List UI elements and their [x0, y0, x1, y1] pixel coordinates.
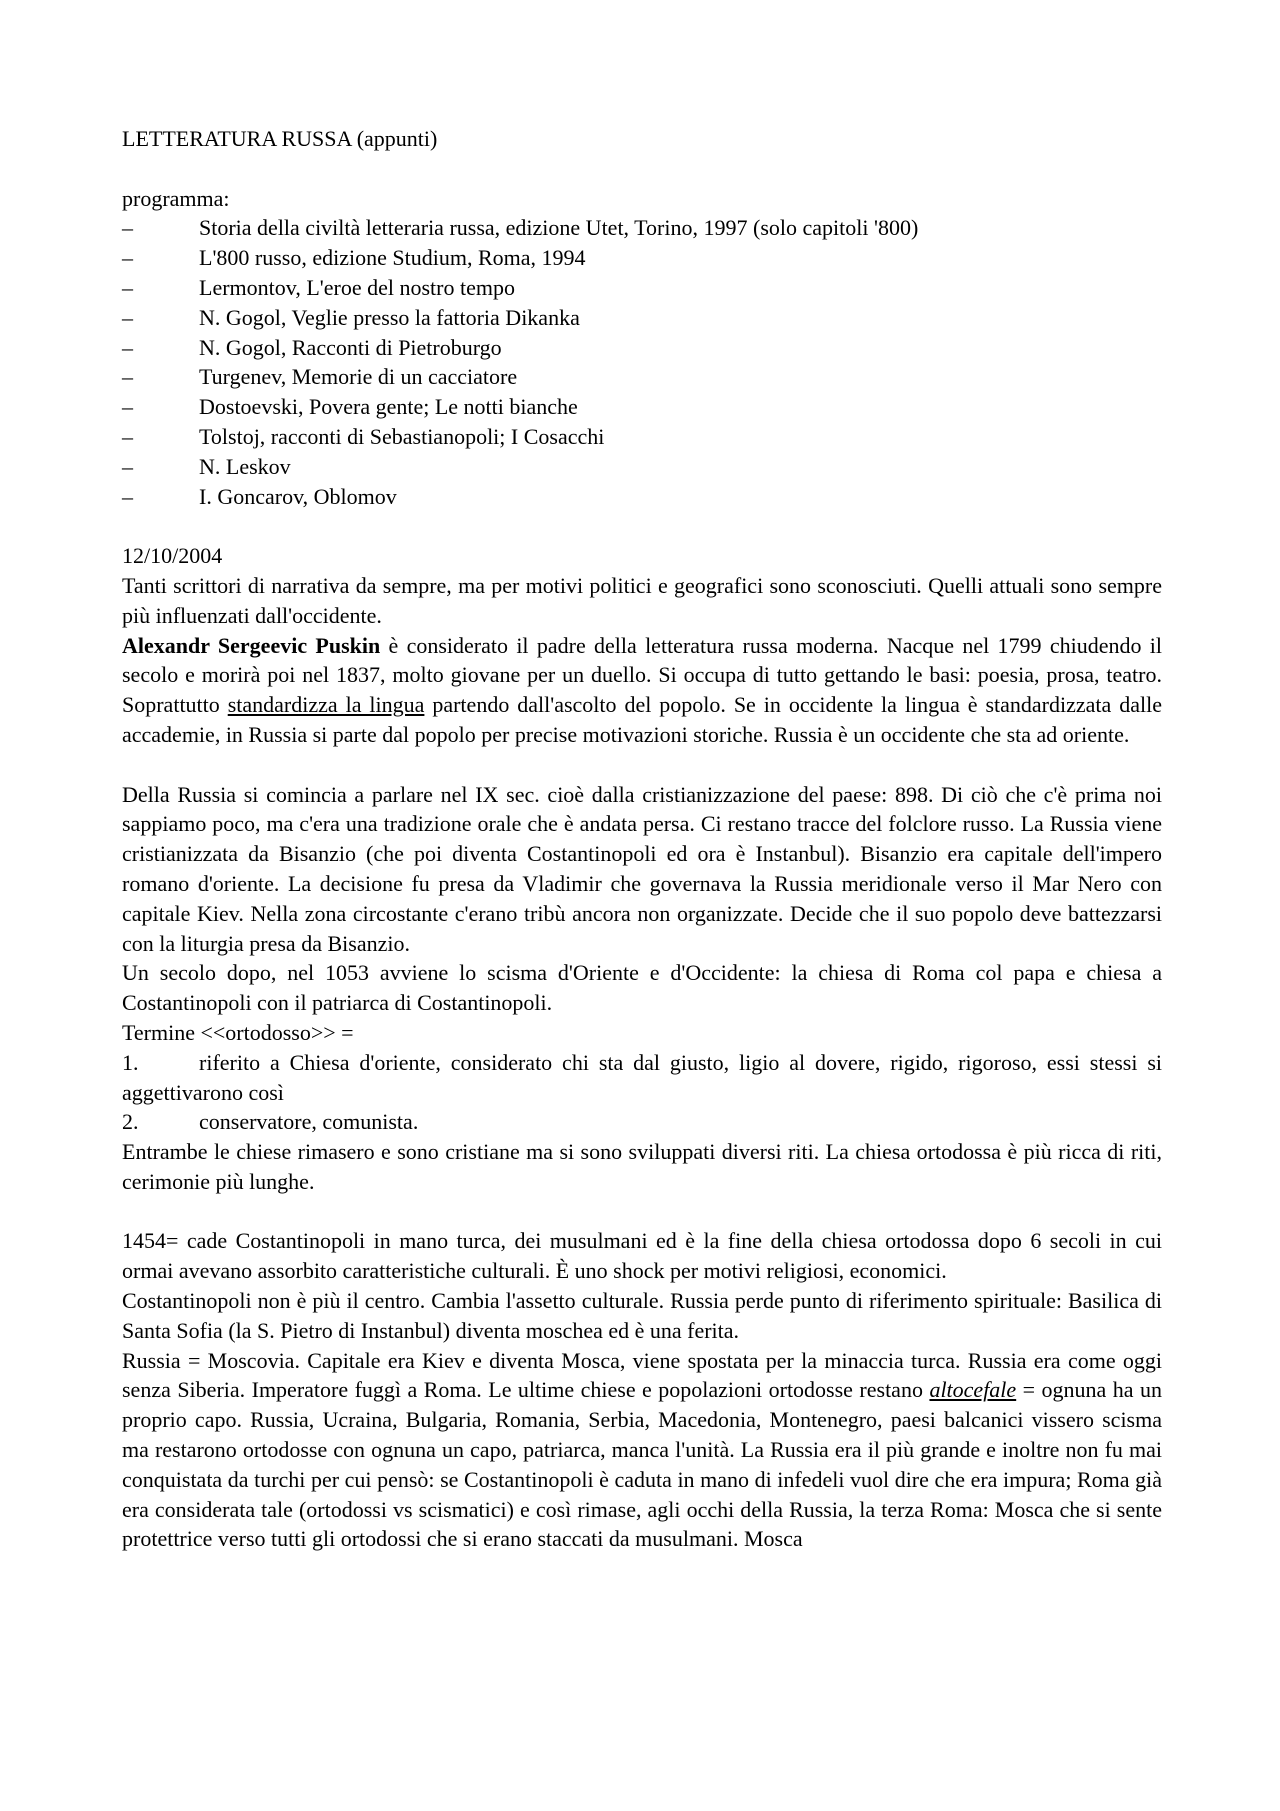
- list-item: [122, 273, 1162, 303]
- list-item-text: N. Leskov: [199, 453, 291, 479]
- numbered-item-text: riferito a Chiesa d'oriente, considerato chi sta dal giusto, ligio al dovere, rigido, rigoroso, essi stessi si aggettivarono così: [122, 1049, 1162, 1105]
- list-item-text: Lermontov, L'eroe del nostro tempo: [199, 274, 515, 300]
- spacer: [122, 1197, 1162, 1227]
- list-item: [122, 422, 1162, 452]
- paragraph: Termine <<ortodosso>> =: [122, 1019, 354, 1045]
- dash-bullet: –: [122, 274, 133, 300]
- numbered-item-text: conservatore, comunista.: [199, 1109, 419, 1135]
- list-item: [122, 362, 1162, 392]
- list-item-text: I. Goncarov, Oblomov: [199, 483, 397, 509]
- author-name: Alexandr Sergeevic Puskin: [122, 632, 381, 658]
- dash-bullet: –: [122, 304, 133, 330]
- numbered-item: [122, 1048, 1162, 1108]
- dash-bullet: –: [122, 453, 133, 479]
- item-number: 1.: [122, 1049, 139, 1075]
- dash-bullet: –: [122, 394, 133, 420]
- list-item-text: L'800 russo, edizione Studium, Roma, 1994: [199, 245, 586, 271]
- numbered-item: [122, 1107, 1162, 1137]
- list-item: [122, 243, 1162, 273]
- spacer: [122, 511, 1162, 541]
- programma-list: [122, 213, 1162, 511]
- list-item-text: Turgenev, Memorie di un cacciatore: [199, 364, 518, 390]
- list-item: [122, 333, 1162, 363]
- paragraph: Della Russia si comincia a parlare nel IX sec. cioè dalla cristianizzazione del paese: 898. Di ciò che c'è prima noi sappiamo poco, ma c'era una tradizione orale che è andata persa. Ci restano tracce del folclore russo. La Russia viene cristianizzata da Bisanzio (che poi diventa Costantinopoli ed ora è Instanbul). Bisanzio era capitale dell'impero romano d'oriente. La decisione fu presa da Vladimir che governava la Russia meridionale verso il Mar Nero con capitale Kiev. Nella zona circostante c'erano tribù ancora non organizzate. Decide che il suo popolo deve battezzarsi con la liturgia presa da Bisanzio.: [122, 781, 1162, 956]
- underlined-phrase: standardizza la lingua: [227, 692, 425, 718]
- dash-bullet: –: [122, 423, 133, 449]
- dash-bullet: –: [122, 215, 133, 241]
- document-title: LETTERATURA RUSSA (appunti): [122, 126, 438, 151]
- document-page: [122, 124, 1162, 1554]
- dash-bullet: –: [122, 245, 133, 271]
- paragraph-text: partendo dall'ascolto del popolo. Se in occidente la lingua è standardizzata dalle accademie, in Russia si parte dal popolo per precise motivazioni storiche. Russia è un occidente che sta ad oriente.: [122, 692, 1162, 747]
- item-number: 2.: [122, 1109, 139, 1135]
- paragraph: Entrambe le chiese rimasero e sono cristiane ma si sono sviluppati diversi riti. La chiesa ortodossa è più ricca di riti, cerimonie più lunghe.: [122, 1139, 1162, 1194]
- list-item: [122, 213, 1162, 243]
- section-date: 12/10/2004: [122, 543, 223, 569]
- paragraph-puskin: [122, 631, 1162, 750]
- paragraph-text: è considerato il padre della letteratura russa moderna. Nacque nel 1799 chiudendo il secolo e morirà poi nel 1837, molto giovane per un duello. Si occupa di tutto gettando le basi: poesia, prosa, teatro. Soprattutto: [122, 632, 1162, 718]
- list-item: [122, 303, 1162, 333]
- spacer: [122, 750, 1162, 780]
- paragraph: Costantinopoli non è più il centro. Cambia l'assetto culturale. Russia perde punto di riferimento spirituale: Basilica di Santa Sofia (la S. Pietro di Instanbul) diventa moschea ed è una ferita.: [122, 1288, 1162, 1343]
- paragraph-text: = ognuna ha un proprio capo. Russia, Ucraina, Bulgaria, Romania, Serbia, Macedonia, Montenegro, paesi balcanici vissero scisma ma restarono ortodosse con ognuna un capo, patriarca, manca l'unità. La Russia era il più grande e inoltre non fu mai conquistata da turchi per cui pensò: se Costantinopoli è caduta in mano di infedeli vuol dire che era impura; Roma già era considerata tale (ortodossi vs scismatici) e così rimase, agli occhi della Russia, la terza Roma: Mosca che si sente protettrice verso tutti gli ortodossi che si erano staccati da musulmani. Mosca: [122, 1377, 1163, 1552]
- list-item-text: Dostoevski, Povera gente; Le notti bianche: [199, 394, 578, 420]
- list-item: [122, 392, 1162, 422]
- list-item-text: N. Gogol, Veglie presso la fattoria Dikanka: [199, 304, 580, 330]
- list-item-text: Tolstoj, racconti di Sebastianopoli; I Cosacchi: [199, 423, 605, 449]
- list-item: [122, 482, 1162, 512]
- programma-label: programma:: [122, 185, 230, 211]
- paragraph: Un secolo dopo, nel 1053 avviene lo scisma d'Oriente e d'Occidente: la chiesa di Roma col papa e chiesa a Costantinopoli con il patriarca di Costantinopoli.: [122, 960, 1162, 1016]
- paragraph: 1454= cade Costantinopoli in mano turca, dei musulmani ed è la fine della chiesa ortodossa dopo 6 secoli in cui ormai avevano assorbito caratteristiche culturali. È uno shock per motivi religiosi, economici.: [122, 1228, 1162, 1284]
- dash-bullet: –: [122, 334, 133, 360]
- list-item: [122, 452, 1162, 482]
- dash-bullet: –: [122, 483, 133, 509]
- list-item-text: Storia della civiltà letteraria russa, edizione Utet, Torino, 1997 (solo capitoli '800): [199, 215, 919, 241]
- dash-bullet: –: [122, 364, 133, 390]
- paragraph-moscovia: [122, 1346, 1162, 1555]
- paragraph-text: Russia = Moscovia. Capitale era Kiev e diventa Mosca, viene spostata per la minaccia turca. Russia era come oggi senza Siberia. Imperatore fuggì a Roma. Le ultime chiese e popolazioni ortodosse restano: [122, 1347, 1162, 1403]
- spacer: [122, 154, 1162, 184]
- list-item-text: N. Gogol, Racconti di Pietroburgo: [199, 334, 502, 360]
- italic-underlined-term: altocefale: [929, 1377, 1017, 1403]
- paragraph: Tanti scrittori di narrativa da sempre, ma per motivi politici e geografici sono sconosciuti. Quelli attuali sono sempre più influenzati dall'occidente.: [122, 572, 1162, 628]
